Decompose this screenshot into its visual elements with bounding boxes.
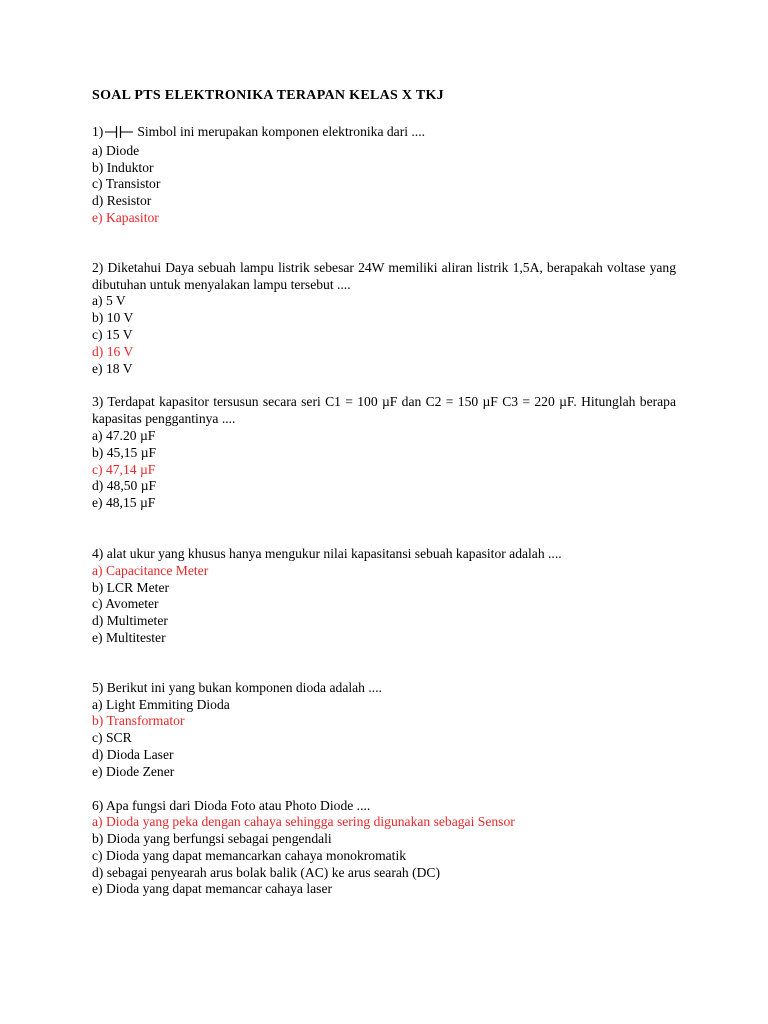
question-text: Berikut ini yang bukan komponen dioda adalah .... (106, 679, 382, 695)
question-number: 3) (92, 394, 104, 410)
option-a: a) 5 V (92, 293, 126, 309)
option-c: c) Dioda yang dapat memancarkan cahaya monokromatik (92, 847, 407, 863)
option-d: d) Multimeter (92, 613, 168, 629)
option-c: c) Transistor (92, 176, 161, 192)
question-number: 5) (92, 679, 104, 695)
question-number: 4) (92, 545, 104, 561)
option-b: b) Induktor (92, 159, 154, 175)
option-e-answer: e) Kapasitor (92, 209, 159, 225)
option-b: b) Dioda yang berfungsi sebagai pengendali (92, 831, 332, 847)
question-6 (92, 798, 676, 899)
option-b-answer: b) Transformator (92, 713, 185, 729)
question-text: alat ukur yang khusus hanya mengukur nilai kapasitansi sebuah kapasitor adalah .... (106, 545, 562, 561)
question-2 (92, 260, 676, 378)
option-b: b) LCR Meter (92, 579, 170, 595)
option-a-answer: a) Capacitance Meter (92, 562, 209, 578)
option-b: b) 45,15 µF (92, 444, 157, 460)
option-e: e) Dioda yang dapat memancar cahaya laser (92, 881, 333, 897)
question-4 (92, 546, 676, 647)
question-3-text (92, 394, 676, 428)
option-d: d) sebagai penyearah arus bolak balik (AC) ke arus searah (DC) (92, 864, 441, 880)
option-d: d) Dioda Laser (92, 746, 174, 762)
option-a: a) Light Emmiting Dioda (92, 696, 230, 712)
option-a: a) 47.20 µF (92, 427, 156, 443)
question-5 (92, 680, 676, 781)
option-d: d) 48,50 µF (92, 478, 157, 494)
question-number: 1) (92, 124, 104, 139)
question-6-text (92, 798, 676, 815)
option-e: e) 48,15 µF (92, 495, 156, 511)
question-text: Diketahui Daya sebuah lampu listrik sebesar 24W memiliki aliran listrik 1,5A, berapakah voltase yang dibutuhan untuk menyalakan lampu tersebut .... (92, 259, 676, 292)
option-b: b) 10 V (92, 310, 134, 326)
option-d: d) Resistor (92, 193, 152, 209)
option-e: e) Multitester (92, 629, 166, 645)
document-title: SOAL PTS ELEKTRONIKA TERAPAN KELAS X TKJ (92, 88, 444, 103)
capacitor-symbol-icon (105, 126, 133, 143)
question-text: Apa fungsi dari Dioda Foto atau Photo Diode .... (105, 797, 371, 813)
question-3 (92, 394, 676, 512)
option-e: e) 18 V (92, 360, 133, 376)
option-c-answer: c) 47,14 µF (92, 461, 156, 477)
question-text: Terdapat kapasitor tersusun secara seri C1 = 100 µF dan C2 = 150 µF C3 = 220 µF. Hitunglah berapa kapasitas penggantinya .... (92, 394, 676, 427)
document-page (92, 88, 676, 898)
question-5-text (92, 680, 676, 697)
question-number: 2) (92, 259, 104, 275)
option-c: c) SCR (92, 730, 132, 746)
option-a-answer: a) Dioda yang peka dengan cahaya sehingga sering digunakan sebagai Sensor (92, 814, 515, 830)
option-e: e) Diode Zener (92, 763, 175, 779)
question-1-text (92, 124, 676, 143)
question-2-text (92, 260, 676, 294)
option-a: a) Diode (92, 142, 140, 158)
option-c: c) 15 V (92, 326, 133, 342)
option-c: c) Avometer (92, 596, 159, 612)
question-1 (92, 124, 676, 227)
option-d-answer: d) 16 V (92, 343, 134, 359)
question-text: Simbol ini merupakan komponen elektronika dari .... (137, 124, 426, 139)
question-4-text (92, 546, 676, 563)
question-number: 6) (92, 797, 104, 813)
